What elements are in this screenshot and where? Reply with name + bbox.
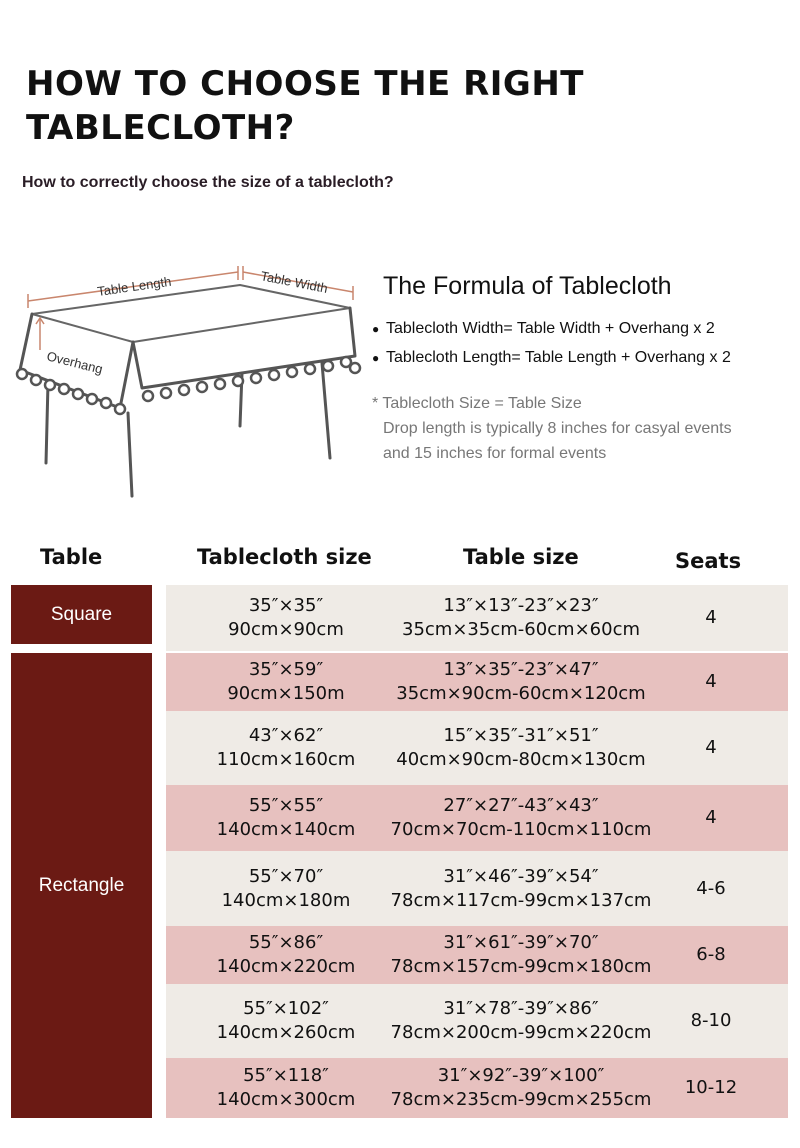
table-cm: 78cm×200cm-99cm×220cm (390, 1022, 652, 1043)
seats-cell: 4 (705, 671, 717, 692)
table-inches: 13″×13″-23″×23″ (443, 595, 599, 616)
table-width-label: Table Width (259, 268, 329, 296)
note-size: * Tablecloth Size = Table Size (372, 395, 582, 412)
table-inches: 15″×35″-31″×51″ (443, 725, 599, 746)
table-size-cell (376, 711, 666, 785)
table-row (166, 984, 788, 1058)
header-tablecloth-size: Tablecloth size (197, 545, 372, 569)
table-row (166, 585, 788, 651)
cloth-cm: 140cm×140cm (216, 819, 356, 840)
table-cm: 70cm×70cm-110cm×110cm (390, 819, 652, 840)
formula-title: The Formula of Tablecloth (383, 272, 672, 300)
cloth-inches: 43″×62″ (248, 725, 324, 746)
table-inches: 31″×92″-39″×100″ (437, 1065, 605, 1086)
seats-cell: 4 (705, 607, 717, 628)
table-row (166, 1058, 788, 1118)
tablecloth-size-cell (166, 653, 406, 711)
seats-cell: 4 (705, 737, 717, 758)
table-size-cell (376, 926, 666, 984)
formula-width (372, 320, 715, 338)
page-subtitle: How to correctly choose the size of a tablecloth? (22, 174, 394, 191)
table-cm: 35cm×90cm-60cm×120cm (396, 683, 646, 704)
table-size-cell (376, 653, 666, 711)
group-rectangle: Rectangle (11, 653, 152, 1118)
cloth-cm: 140cm×300cm (216, 1089, 356, 1110)
note-drop-2: and 15 inches for formal events (383, 445, 607, 462)
cloth-inches: 55″×86″ (248, 932, 324, 953)
cloth-cm: 140cm×220cm (216, 956, 356, 977)
table-row (166, 926, 788, 984)
formula-length-text: Tablecloth Length= Table Length + Overhang x 2 (386, 349, 731, 366)
table-size-cell (376, 1058, 666, 1118)
tablecloth-size-cell (166, 785, 406, 851)
header-table-size: Table size (463, 545, 579, 569)
table-cm: 40cm×90cm-80cm×130cm (396, 749, 646, 770)
seats-cell: 4-6 (696, 877, 726, 899)
cloth-cm: 110cm×160cm (216, 749, 356, 770)
table-inches: 31″×46″-39″×54″ (443, 865, 599, 887)
overhang-label: Overhang (45, 348, 105, 377)
table-size-cell (376, 585, 666, 651)
table-inches: 31″×61″-39″×70″ (443, 932, 599, 953)
tablecloth-size-cell (166, 585, 406, 651)
cloth-inches: 35″×59″ (248, 659, 324, 680)
seats-cell: 4 (705, 807, 717, 828)
table-length-label: Table Length (96, 273, 173, 299)
note-drop-1: Drop length is typically 8 inches for casyal events (383, 420, 732, 437)
seats-cell: 10-12 (684, 1077, 738, 1098)
cloth-cm: 90cm×90cm (228, 619, 344, 640)
formula-width-text: Tablecloth Width= Table Width + Overhang x 2 (386, 320, 715, 337)
table-row (166, 851, 788, 926)
table-size-cell (376, 785, 666, 851)
header-seats: Seats (675, 549, 742, 573)
formula-length (372, 349, 731, 367)
bullet-icon: ● (372, 351, 380, 365)
tablecloth-size-cell (166, 1058, 406, 1118)
table-inches: 13″×35″-23″×47″ (443, 659, 599, 680)
header-table: Table (40, 545, 103, 569)
table-row (166, 711, 788, 785)
table-row (166, 653, 788, 711)
cloth-cm: 140cm×180m (221, 889, 351, 911)
table-inches: 27″×27″-43″×43″ (443, 795, 599, 816)
cloth-inches: 55″×70″ (248, 865, 324, 887)
cloth-cm: 140cm×260cm (216, 1022, 356, 1043)
cloth-inches: 55″×102″ (243, 998, 329, 1019)
tablecloth-size-cell (166, 984, 406, 1058)
seats-cell: 6-8 (696, 944, 726, 965)
table-cm: 78cm×235cm-99cm×255cm (390, 1089, 652, 1110)
cloth-inches: 55″×55″ (248, 795, 324, 816)
table-cm: 78cm×157cm-99cm×180cm (390, 956, 652, 977)
table-size-cell (376, 851, 666, 926)
table-inches: 31″×78″-39″×86″ (443, 998, 599, 1019)
seats-cell: 8-10 (690, 1010, 732, 1031)
tablecloth-size-cell (166, 851, 406, 926)
tablecloth-size-cell (166, 926, 406, 984)
cloth-cm: 90cm×150m (227, 683, 345, 704)
table-cm: 35cm×35cm-60cm×60cm (402, 619, 640, 640)
table-cm: 78cm×117cm-99cm×137cm (390, 889, 652, 911)
table-size-cell (376, 984, 666, 1058)
table-row (166, 785, 788, 851)
page-title: HOW TO CHOOSE THE RIGHT TABLECLOTH? (26, 64, 584, 148)
bullet-icon: ● (372, 322, 380, 336)
group-square: Square (11, 585, 152, 644)
cloth-inches: 55″×118″ (243, 1065, 329, 1086)
cloth-inches: 35″×35″ (248, 595, 324, 616)
tablecloth-diagram (10, 258, 370, 508)
tablecloth-size-cell (166, 711, 406, 785)
